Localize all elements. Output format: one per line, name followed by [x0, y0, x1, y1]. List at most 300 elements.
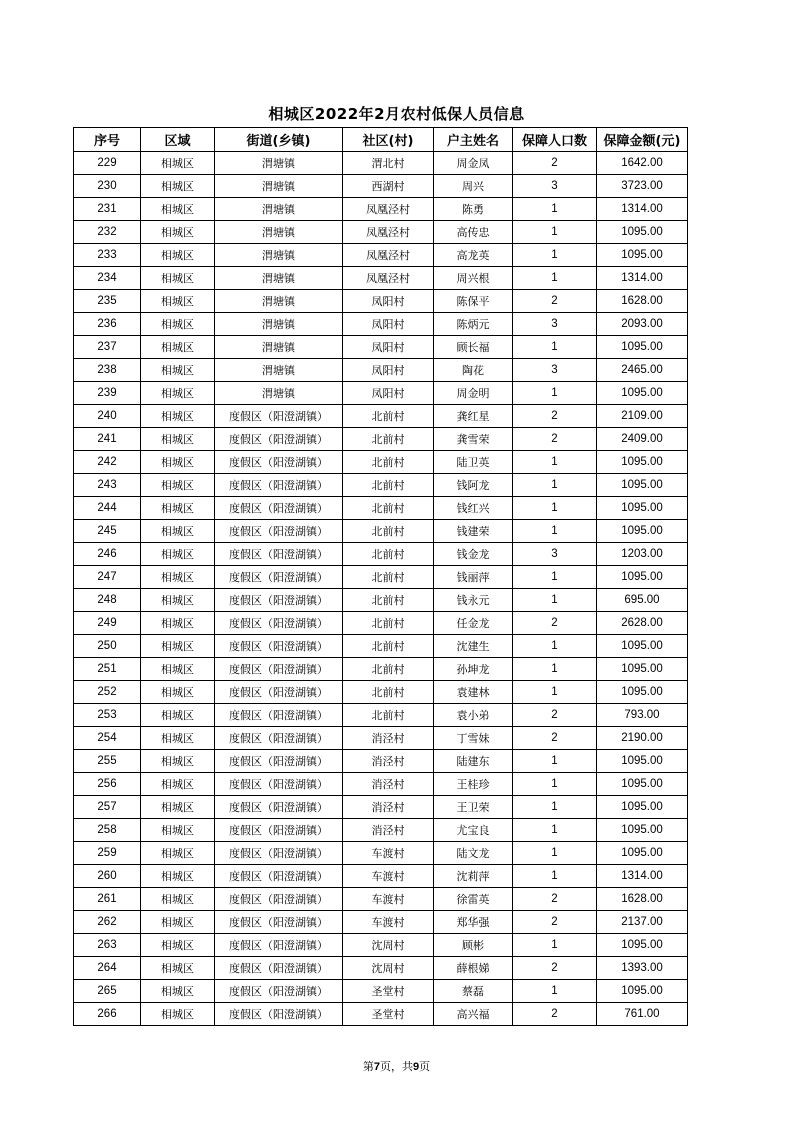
cell-street: 渭塘镇 — [215, 198, 343, 221]
cell-index: 238 — [74, 359, 141, 382]
cell-amount: 1095.00 — [597, 681, 688, 704]
cell-community: 北前村 — [343, 681, 434, 704]
cell-amount: 1095.00 — [597, 566, 688, 589]
table-row — [74, 681, 688, 704]
cell-householder: 钱金龙 — [434, 543, 513, 566]
cell-index: 234 — [74, 267, 141, 290]
cell-people-count: 1 — [513, 566, 597, 589]
cell-amount: 1203.00 — [597, 543, 688, 566]
cell-district: 相城区 — [141, 497, 215, 520]
cell-householder: 龚雪荣 — [434, 428, 513, 451]
cell-community: 北前村 — [343, 428, 434, 451]
cell-index: 230 — [74, 175, 141, 198]
cell-amount: 1314.00 — [597, 267, 688, 290]
table-row — [74, 842, 688, 865]
cell-index: 239 — [74, 382, 141, 405]
cell-district: 相城区 — [141, 221, 215, 244]
table-row — [74, 934, 688, 957]
cell-street: 度假区（阳澄湖镇） — [215, 957, 343, 980]
cell-people-count: 1 — [513, 865, 597, 888]
cell-district: 相城区 — [141, 796, 215, 819]
cell-district: 相城区 — [141, 474, 215, 497]
cell-householder: 陈炳元 — [434, 313, 513, 336]
cell-community: 凤凰泾村 — [343, 198, 434, 221]
cell-householder: 徐雷英 — [434, 888, 513, 911]
cell-householder: 周金明 — [434, 382, 513, 405]
cell-district: 相城区 — [141, 543, 215, 566]
cell-people-count: 1 — [513, 681, 597, 704]
cell-community: 消泾村 — [343, 796, 434, 819]
cell-index: 261 — [74, 888, 141, 911]
table-row — [74, 865, 688, 888]
table-row — [74, 474, 688, 497]
cell-people-count: 2 — [513, 428, 597, 451]
cell-street: 度假区（阳澄湖镇） — [215, 704, 343, 727]
cell-amount: 2109.00 — [597, 405, 688, 428]
page-title: 相城区2022年2月农村低保人员信息 — [268, 105, 525, 123]
cell-community: 车渡村 — [343, 911, 434, 934]
cell-community: 北前村 — [343, 635, 434, 658]
cell-people-count: 1 — [513, 635, 597, 658]
cell-district: 相城区 — [141, 888, 215, 911]
footer-middle: 页，共 — [380, 1060, 413, 1073]
cell-street: 渭塘镇 — [215, 175, 343, 198]
table-row — [74, 819, 688, 842]
cell-amount: 1095.00 — [597, 980, 688, 1003]
cell-people-count: 3 — [513, 543, 597, 566]
table-row — [74, 175, 688, 198]
table-row — [74, 566, 688, 589]
cell-community: 凤阳村 — [343, 382, 434, 405]
cell-index: 243 — [74, 474, 141, 497]
cell-householder: 袁小弟 — [434, 704, 513, 727]
cell-community: 消泾村 — [343, 750, 434, 773]
cell-amount: 1095.00 — [597, 934, 688, 957]
cell-district: 相城区 — [141, 566, 215, 589]
cell-street: 度假区（阳澄湖镇） — [215, 888, 343, 911]
footer-total-pages: 9 — [413, 1061, 420, 1073]
cell-householder: 王卫荣 — [434, 796, 513, 819]
cell-people-count: 1 — [513, 474, 597, 497]
cell-district: 相城区 — [141, 428, 215, 451]
cell-community: 圣堂村 — [343, 1003, 434, 1026]
cell-householder: 钱建荣 — [434, 520, 513, 543]
header-index: 序号 — [74, 128, 141, 152]
cell-district: 相城区 — [141, 750, 215, 773]
cell-community: 北前村 — [343, 451, 434, 474]
cell-amount: 2190.00 — [597, 727, 688, 750]
cell-people-count: 1 — [513, 520, 597, 543]
table-row — [74, 244, 688, 267]
cell-householder: 顾长福 — [434, 336, 513, 359]
cell-amount: 1095.00 — [597, 796, 688, 819]
cell-amount: 695.00 — [597, 589, 688, 612]
cell-district: 相城区 — [141, 359, 215, 382]
table-row — [74, 888, 688, 911]
cell-street: 渭塘镇 — [215, 336, 343, 359]
cell-index: 236 — [74, 313, 141, 336]
cell-index: 244 — [74, 497, 141, 520]
cell-amount: 1642.00 — [597, 152, 688, 175]
cell-householder: 陈勇 — [434, 198, 513, 221]
cell-people-count: 2 — [513, 612, 597, 635]
cell-community: 凤凰泾村 — [343, 244, 434, 267]
cell-householder: 钱永元 — [434, 589, 513, 612]
cell-amount: 1095.00 — [597, 658, 688, 681]
cell-householder: 钱红兴 — [434, 497, 513, 520]
cell-street: 度假区（阳澄湖镇） — [215, 405, 343, 428]
table-row — [74, 198, 688, 221]
cell-householder: 龚红星 — [434, 405, 513, 428]
cell-people-count: 1 — [513, 589, 597, 612]
cell-amount: 2137.00 — [597, 911, 688, 934]
cell-district: 相城区 — [141, 635, 215, 658]
cell-street: 度假区（阳澄湖镇） — [215, 474, 343, 497]
cell-community: 北前村 — [343, 543, 434, 566]
cell-people-count: 1 — [513, 934, 597, 957]
cell-householder: 任金龙 — [434, 612, 513, 635]
cell-people-count: 2 — [513, 290, 597, 313]
cell-amount: 1095.00 — [597, 750, 688, 773]
cell-street: 度假区（阳澄湖镇） — [215, 911, 343, 934]
cell-district: 相城区 — [141, 727, 215, 750]
cell-people-count: 1 — [513, 451, 597, 474]
cell-street: 渭塘镇 — [215, 244, 343, 267]
cell-community: 凤凰泾村 — [343, 221, 434, 244]
cell-people-count: 1 — [513, 221, 597, 244]
cell-community: 北前村 — [343, 474, 434, 497]
cell-street: 度假区（阳澄湖镇） — [215, 497, 343, 520]
cell-district: 相城区 — [141, 1003, 215, 1026]
cell-householder: 沈莉萍 — [434, 865, 513, 888]
cell-householder: 高龙英 — [434, 244, 513, 267]
cell-street: 度假区（阳澄湖镇） — [215, 635, 343, 658]
table-row — [74, 635, 688, 658]
cell-street: 度假区（阳澄湖镇） — [215, 750, 343, 773]
cell-people-count: 1 — [513, 773, 597, 796]
cell-householder: 袁建林 — [434, 681, 513, 704]
cell-people-count: 3 — [513, 175, 597, 198]
header-street: 街道(乡镇) — [215, 128, 343, 152]
cell-index: 252 — [74, 681, 141, 704]
footer-page-number: 7 — [373, 1061, 380, 1073]
page-footer — [0, 1058, 793, 1074]
cell-index: 242 — [74, 451, 141, 474]
cell-community: 沈周村 — [343, 957, 434, 980]
table-row — [74, 911, 688, 934]
cell-people-count: 2 — [513, 911, 597, 934]
cell-district: 相城区 — [141, 290, 215, 313]
cell-householder: 王桂珍 — [434, 773, 513, 796]
cell-householder: 蔡磊 — [434, 980, 513, 1003]
cell-index: 246 — [74, 543, 141, 566]
cell-street: 度假区（阳澄湖镇） — [215, 842, 343, 865]
cell-index: 232 — [74, 221, 141, 244]
table-row — [74, 382, 688, 405]
cell-amount: 1095.00 — [597, 520, 688, 543]
cell-district: 相城区 — [141, 520, 215, 543]
cell-people-count: 2 — [513, 888, 597, 911]
cell-index: 235 — [74, 290, 141, 313]
cell-district: 相城区 — [141, 589, 215, 612]
cell-street: 度假区（阳澄湖镇） — [215, 727, 343, 750]
cell-amount: 2409.00 — [597, 428, 688, 451]
cell-district: 相城区 — [141, 152, 215, 175]
cell-district: 相城区 — [141, 244, 215, 267]
cell-index: 257 — [74, 796, 141, 819]
cell-community: 北前村 — [343, 566, 434, 589]
cell-householder: 丁雪妹 — [434, 727, 513, 750]
cell-people-count: 1 — [513, 244, 597, 267]
table-row — [74, 336, 688, 359]
cell-people-count: 1 — [513, 658, 597, 681]
cell-district: 相城区 — [141, 313, 215, 336]
cell-householder: 陆建东 — [434, 750, 513, 773]
cell-people-count: 2 — [513, 1003, 597, 1026]
cell-district: 相城区 — [141, 175, 215, 198]
table-row — [74, 773, 688, 796]
table-row — [74, 359, 688, 382]
cell-district: 相城区 — [141, 957, 215, 980]
cell-district: 相城区 — [141, 451, 215, 474]
cell-index: 258 — [74, 819, 141, 842]
cell-street: 度假区（阳澄湖镇） — [215, 934, 343, 957]
table-row — [74, 727, 688, 750]
cell-district: 相城区 — [141, 911, 215, 934]
cell-amount: 1095.00 — [597, 336, 688, 359]
cell-index: 251 — [74, 658, 141, 681]
cell-community: 北前村 — [343, 497, 434, 520]
table-row — [74, 750, 688, 773]
cell-community: 北前村 — [343, 612, 434, 635]
cell-householder: 周兴 — [434, 175, 513, 198]
cell-amount: 1628.00 — [597, 888, 688, 911]
cell-people-count: 1 — [513, 819, 597, 842]
cell-people-count: 3 — [513, 313, 597, 336]
cell-people-count: 3 — [513, 359, 597, 382]
header-amount: 保障金额(元) — [597, 128, 688, 152]
cell-amount: 1095.00 — [597, 497, 688, 520]
cell-index: 254 — [74, 727, 141, 750]
cell-index: 256 — [74, 773, 141, 796]
table-row — [74, 980, 688, 1003]
cell-amount: 1628.00 — [597, 290, 688, 313]
cell-householder: 陆卫英 — [434, 451, 513, 474]
header-district: 区域 — [141, 128, 215, 152]
table-row — [74, 520, 688, 543]
cell-street: 度假区（阳澄湖镇） — [215, 1003, 343, 1026]
cell-community: 西湖村 — [343, 175, 434, 198]
cell-street: 度假区（阳澄湖镇） — [215, 612, 343, 635]
cell-community: 北前村 — [343, 658, 434, 681]
cell-index: 240 — [74, 405, 141, 428]
cell-householder: 孙坤龙 — [434, 658, 513, 681]
cell-district: 相城区 — [141, 704, 215, 727]
cell-amount: 793.00 — [597, 704, 688, 727]
cell-people-count: 1 — [513, 842, 597, 865]
table-row — [74, 313, 688, 336]
cell-street: 度假区（阳澄湖镇） — [215, 543, 343, 566]
cell-district: 相城区 — [141, 382, 215, 405]
cell-district: 相城区 — [141, 865, 215, 888]
cell-district: 相城区 — [141, 405, 215, 428]
cell-people-count: 1 — [513, 336, 597, 359]
table-body — [74, 152, 688, 1026]
cell-householder: 高兴福 — [434, 1003, 513, 1026]
cell-amount: 2465.00 — [597, 359, 688, 382]
cell-people-count: 1 — [513, 497, 597, 520]
cell-index: 237 — [74, 336, 141, 359]
cell-index: 248 — [74, 589, 141, 612]
cell-amount: 2093.00 — [597, 313, 688, 336]
table-row — [74, 497, 688, 520]
cell-index: 266 — [74, 1003, 141, 1026]
header-householder: 户主姓名 — [434, 128, 513, 152]
cell-amount: 1314.00 — [597, 865, 688, 888]
table-row — [74, 221, 688, 244]
cell-street: 渭塘镇 — [215, 313, 343, 336]
cell-amount: 2628.00 — [597, 612, 688, 635]
cell-district: 相城区 — [141, 934, 215, 957]
cell-index: 247 — [74, 566, 141, 589]
cell-street: 度假区（阳澄湖镇） — [215, 658, 343, 681]
cell-district: 相城区 — [141, 980, 215, 1003]
cell-amount: 3723.00 — [597, 175, 688, 198]
cell-community: 车渡村 — [343, 865, 434, 888]
cell-community: 车渡村 — [343, 842, 434, 865]
cell-householder: 陶花 — [434, 359, 513, 382]
cell-people-count: 1 — [513, 198, 597, 221]
cell-people-count: 2 — [513, 152, 597, 175]
cell-householder: 周金凤 — [434, 152, 513, 175]
cell-community: 北前村 — [343, 405, 434, 428]
cell-district: 相城区 — [141, 198, 215, 221]
cell-amount: 1314.00 — [597, 198, 688, 221]
cell-street: 渭塘镇 — [215, 382, 343, 405]
cell-street: 渭塘镇 — [215, 267, 343, 290]
table-row — [74, 543, 688, 566]
cell-index: 255 — [74, 750, 141, 773]
cell-district: 相城区 — [141, 336, 215, 359]
cell-street: 度假区（阳澄湖镇） — [215, 865, 343, 888]
footer-prefix: 第 — [362, 1060, 374, 1073]
cell-street: 度假区（阳澄湖镇） — [215, 980, 343, 1003]
table-row — [74, 267, 688, 290]
cell-community: 凤凰泾村 — [343, 267, 434, 290]
cell-district: 相城区 — [141, 842, 215, 865]
cell-index: 250 — [74, 635, 141, 658]
cell-amount: 1095.00 — [597, 842, 688, 865]
table-row — [74, 658, 688, 681]
cell-community: 消泾村 — [343, 819, 434, 842]
cell-index: 260 — [74, 865, 141, 888]
cell-street: 度假区（阳澄湖镇） — [215, 428, 343, 451]
cell-people-count: 2 — [513, 727, 597, 750]
cell-street: 渭塘镇 — [215, 221, 343, 244]
cell-amount: 1095.00 — [597, 451, 688, 474]
cell-street: 渭塘镇 — [215, 152, 343, 175]
header-community: 社区(村) — [343, 128, 434, 152]
cell-amount: 1095.00 — [597, 635, 688, 658]
header-people-count: 保障人口数 — [513, 128, 597, 152]
cell-community: 凤阳村 — [343, 359, 434, 382]
low-income-table — [73, 127, 688, 1026]
cell-householder: 薛根娣 — [434, 957, 513, 980]
table-row — [74, 290, 688, 313]
cell-community: 渭北村 — [343, 152, 434, 175]
cell-householder: 陆文龙 — [434, 842, 513, 865]
cell-index: 259 — [74, 842, 141, 865]
cell-index: 241 — [74, 428, 141, 451]
cell-index: 262 — [74, 911, 141, 934]
cell-householder: 沈建生 — [434, 635, 513, 658]
table-row — [74, 612, 688, 635]
cell-householder: 钱丽萍 — [434, 566, 513, 589]
cell-community: 凤阳村 — [343, 313, 434, 336]
cell-people-count: 1 — [513, 980, 597, 1003]
cell-householder: 周兴根 — [434, 267, 513, 290]
table-row — [74, 704, 688, 727]
table-row — [74, 589, 688, 612]
cell-district: 相城区 — [141, 612, 215, 635]
cell-amount: 1095.00 — [597, 819, 688, 842]
cell-street: 渭塘镇 — [215, 290, 343, 313]
cell-district: 相城区 — [141, 819, 215, 842]
cell-householder: 顾彬 — [434, 934, 513, 957]
cell-people-count: 2 — [513, 405, 597, 428]
cell-community: 北前村 — [343, 589, 434, 612]
cell-community: 消泾村 — [343, 727, 434, 750]
cell-district: 相城区 — [141, 267, 215, 290]
cell-amount: 1393.00 — [597, 957, 688, 980]
cell-street: 度假区（阳澄湖镇） — [215, 819, 343, 842]
cell-amount: 761.00 — [597, 1003, 688, 1026]
cell-community: 沈周村 — [343, 934, 434, 957]
cell-community: 北前村 — [343, 704, 434, 727]
cell-district: 相城区 — [141, 658, 215, 681]
cell-people-count: 2 — [513, 957, 597, 980]
table-row — [74, 796, 688, 819]
cell-street: 度假区（阳澄湖镇） — [215, 796, 343, 819]
cell-district: 相城区 — [141, 773, 215, 796]
cell-community: 凤阳村 — [343, 290, 434, 313]
table-row — [74, 428, 688, 451]
table-row — [74, 451, 688, 474]
cell-householder: 陈保平 — [434, 290, 513, 313]
cell-index: 231 — [74, 198, 141, 221]
cell-community: 圣堂村 — [343, 980, 434, 1003]
cell-index: 265 — [74, 980, 141, 1003]
footer-suffix: 页 — [419, 1060, 431, 1073]
cell-people-count: 1 — [513, 796, 597, 819]
cell-community: 消泾村 — [343, 773, 434, 796]
cell-street: 渭塘镇 — [215, 359, 343, 382]
cell-index: 229 — [74, 152, 141, 175]
cell-street: 度假区（阳澄湖镇） — [215, 566, 343, 589]
table-row — [74, 1003, 688, 1026]
cell-index: 263 — [74, 934, 141, 957]
table-row — [74, 152, 688, 175]
cell-index: 233 — [74, 244, 141, 267]
cell-community: 车渡村 — [343, 888, 434, 911]
cell-district: 相城区 — [141, 681, 215, 704]
table-header-row — [74, 128, 688, 152]
cell-householder: 钱阿龙 — [434, 474, 513, 497]
cell-people-count: 1 — [513, 750, 597, 773]
cell-street: 度假区（阳澄湖镇） — [215, 773, 343, 796]
table-row — [74, 957, 688, 980]
cell-householder: 高传忠 — [434, 221, 513, 244]
